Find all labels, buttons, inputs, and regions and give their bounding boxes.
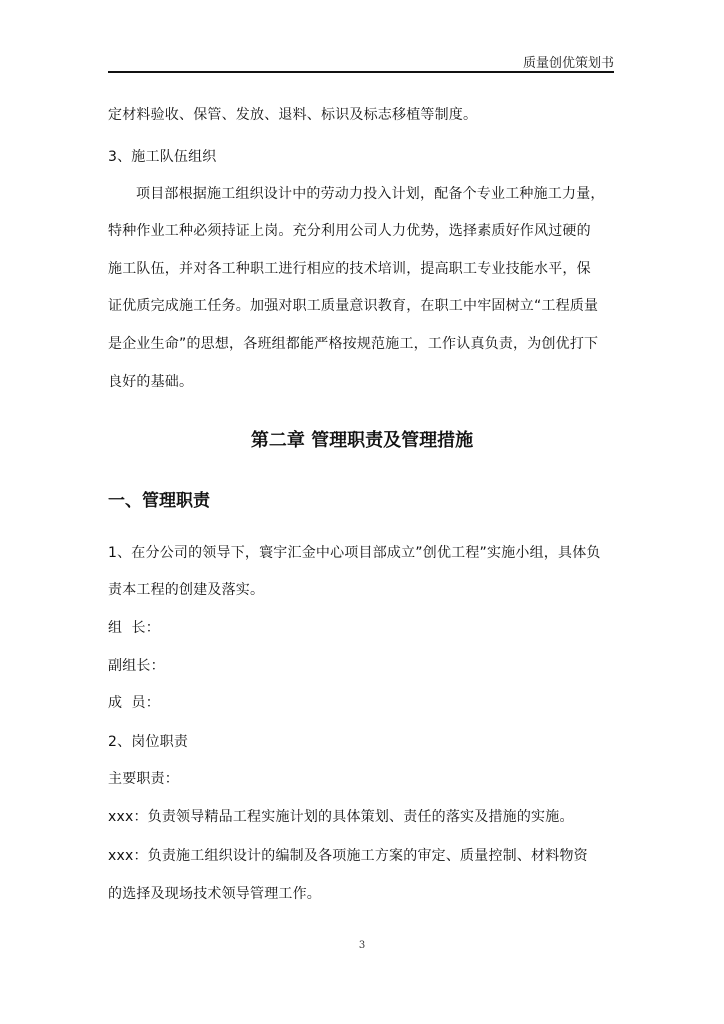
header-rule (108, 71, 614, 73)
text-line: 定材料验收、保管、发放、退料、标识及标志移植等制度。 (108, 107, 478, 123)
text-line: 良好的基础。 (108, 374, 194, 390)
subheading-job-duties: 2、岗位职责 (108, 734, 189, 750)
text-line: 1、在分公司的领导下，寰宇汇金中心项目部成立”创优工程”实施小组，具体负 (108, 545, 601, 561)
chapter-title: 第二章 管理职责及管理措施 (250, 430, 474, 451)
subheading-construction-team: 3、施工队伍组织 (108, 149, 217, 165)
team-leader-label: 组 长： (108, 620, 160, 636)
text-line: 项目部根据施工组织设计中的劳动力投入计划，配备个专业工种施工力量， (136, 186, 605, 202)
text-line: 特种作业工种必须持证上岗。充分利用公司人力优势，选择素质好作风过硬的 (108, 223, 591, 239)
deputy-leader-label: 副组长： (108, 658, 165, 674)
text-line: xxx：负责施工组织设计的编制及各项施工方案的审定、质量控制、材料物资 (108, 848, 588, 864)
text-line: 责本工程的创建及落实。 (108, 582, 265, 598)
page-number: 3 (358, 940, 366, 951)
text-line: 施工队伍，并对各工种职工进行相应的技术培训，提高职工专业技能水平，保 (108, 261, 591, 277)
text-line: 的选择及现场技术领导管理工作。 (108, 886, 321, 902)
section-title: 一、管理职责 (108, 491, 210, 511)
text-line: 证优质完成施工任务。加强对职工质量意识教育，在职工中牢固树立“工程质量 (108, 298, 599, 314)
main-duties-label: 主要职责： (108, 771, 179, 787)
text-line: xxx：负责领导精品工程实施计划的具体策划、责任的落实及措施的实施。 (108, 809, 574, 825)
text-line: 是企业生命”的思想，各班组都能严格按规范施工，工作认真负责，为创优打下 (108, 336, 599, 352)
members-label: 成 员： (108, 695, 160, 711)
header-title: 质量创优策划书 (522, 56, 614, 71)
